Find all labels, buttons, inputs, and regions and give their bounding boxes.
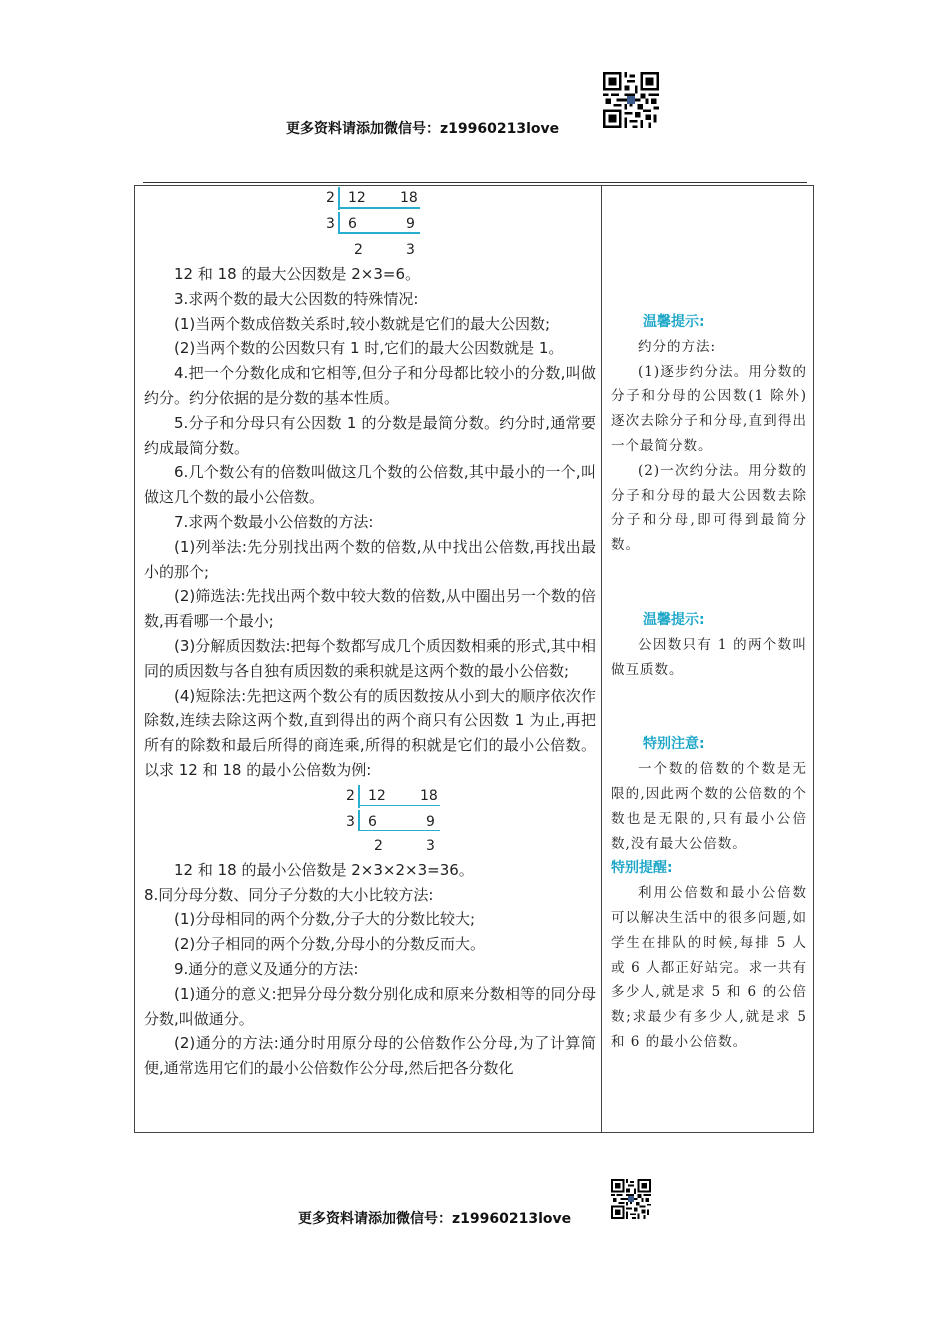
division-vline	[358, 810, 360, 830]
dividend: 18	[400, 190, 418, 206]
tip-text: 公因数只有 1 的两个数叫做互质数。	[611, 636, 807, 678]
paragraph: (1)当两个数成倍数关系时,较小数就是它们的最大公因数;	[174, 314, 551, 333]
quotient: 9	[406, 216, 415, 232]
paragraph: (1)通分的意义:把异分母分数分别化成和原来分数相等的同分母分数,叫做通分。	[144, 984, 596, 1028]
column-divider	[601, 186, 602, 1132]
result: 2	[374, 837, 383, 854]
paragraph: 6.几个数公有的倍数叫做这几个数的公倍数,其中最小的一个,叫做这几个数的最小公倍数。	[144, 463, 596, 507]
divisor: 3	[326, 216, 335, 232]
result: 2	[354, 242, 363, 258]
header-rule	[143, 182, 807, 183]
tip-text: 一个数的倍数的个数是无限的,因此两个数的公倍数的个数也是无限的,只有最小公倍数,没有最大公倍数。	[611, 761, 807, 852]
result: 3	[426, 837, 435, 854]
paragraph: (3)分解质因数法:把每个数都写成几个质因数相乘的形式,其中相同的质因数与各自独有质因数的乘积就是这两个数的最小公倍数;	[144, 636, 596, 680]
main-column	[144, 186, 596, 1081]
content-table	[134, 185, 814, 1133]
division-hline	[358, 830, 440, 832]
dividend: 12	[368, 787, 386, 804]
paragraph: (2)当两个数的公因数只有 1 时,它们的最大公因数就是 1。	[174, 339, 564, 358]
side-column	[611, 186, 807, 1055]
paragraph: 12 和 18 的最大公因数是 2×3=6。	[174, 265, 421, 283]
result: 3	[406, 242, 415, 258]
paragraph: (2)筛选法:先找出两个数中较大数的倍数,从中圈出另一个数的倍数,再看哪一个最小;	[144, 587, 596, 631]
paragraph: (2)通分的方法:通分时用原分母的公倍数作公分母,为了计算简便,通常选用它们的最小公倍数作公分母,然后把各分数化	[144, 1034, 596, 1078]
tip-title: 温馨提示:	[643, 611, 705, 628]
divisor: 2	[346, 787, 355, 804]
tip-title: 特别注意:	[643, 736, 705, 753]
paragraph: (2)分子相同的两个分数,分母小的分数反而大。	[174, 935, 486, 954]
dividend: 12	[348, 190, 366, 206]
dividend: 18	[420, 787, 438, 804]
quotient: 6	[348, 216, 357, 232]
qr-code-icon	[611, 1179, 651, 1219]
division-hline	[338, 207, 420, 209]
tip-title: 特别提醒:	[611, 860, 673, 877]
tip-text: 约分的方法:	[638, 338, 717, 355]
paragraph: 7.求两个数最小公倍数的方法:	[174, 512, 374, 531]
tip-text: (2)一次约分法。用分数的分子和分母的最大公因数去除分子和分母,即可得到最简分数。	[611, 462, 807, 554]
tip-title: 温馨提示:	[643, 314, 705, 330]
header-contact-text: 更多资料请添加微信号：z19960213love	[286, 121, 560, 137]
divisor: 3	[346, 813, 355, 830]
paragraph: (4)短除法:先把这两个数公有的质因数按从小到大的顺序依次作除数,连续去除这两个数,直到得出的两个商只有公因数 1 为止,再把所有的除数和最后所得的商连乘,所得的积就是它们的最小公倍数。以求 12 和 18 的最小公倍数为例:	[144, 686, 596, 779]
division-hline	[338, 232, 420, 234]
paragraph: (1)列举法:先分别找出两个数的倍数,从中找出公倍数,再找出最小的那个;	[144, 537, 596, 581]
paragraph: 12 和 18 的最小公倍数是 2×3×2×3=36。	[174, 860, 474, 879]
short-division-bottom	[334, 784, 454, 858]
paragraph: (1)分母相同的两个分数,分子大的分数比较大;	[174, 910, 476, 929]
footer-contact-text: 更多资料请添加微信号：z19960213love	[298, 1211, 572, 1227]
division-hline	[358, 805, 440, 807]
paragraph: 4.把一个分数化成和它相等,但分子和分母都比较小的分数,叫做约分。约分依据的是分数的基本性质。	[144, 364, 596, 407]
divisor: 2	[326, 190, 335, 206]
paragraph: 9.通分的意义及通分的方法:	[174, 959, 359, 978]
tip-text: (1)逐步约分法。用分数的分子和分母的公因数(1 除外)逐次去除分子和分母,直到得出一个最简分数。	[611, 363, 807, 454]
paragraph: 5.分子和分母只有公因数 1 的分数是最简分数。约分时,通常要约成最简分数。	[144, 413, 596, 457]
paragraph: 8.同分母分数、同分子分数的大小比较方法:	[144, 885, 434, 904]
division-vline	[338, 212, 340, 232]
qr-code-icon	[603, 72, 659, 128]
tip-text: 利用公倍数和最小公倍数可以解决生活中的很多问题,如学生在排队的时候,每排 5 人或 6 人都正好站完。求一共有多少人,就是求 5 和 6 的公倍数;求最少有多少人,就是求 5 和 6 的最小公倍数。	[611, 885, 807, 1050]
short-division-top	[314, 186, 434, 262]
quotient: 6	[368, 813, 377, 830]
paragraph: 3.求两个数的最大公因数的特殊情况:	[174, 289, 419, 308]
quotient: 9	[426, 813, 435, 830]
